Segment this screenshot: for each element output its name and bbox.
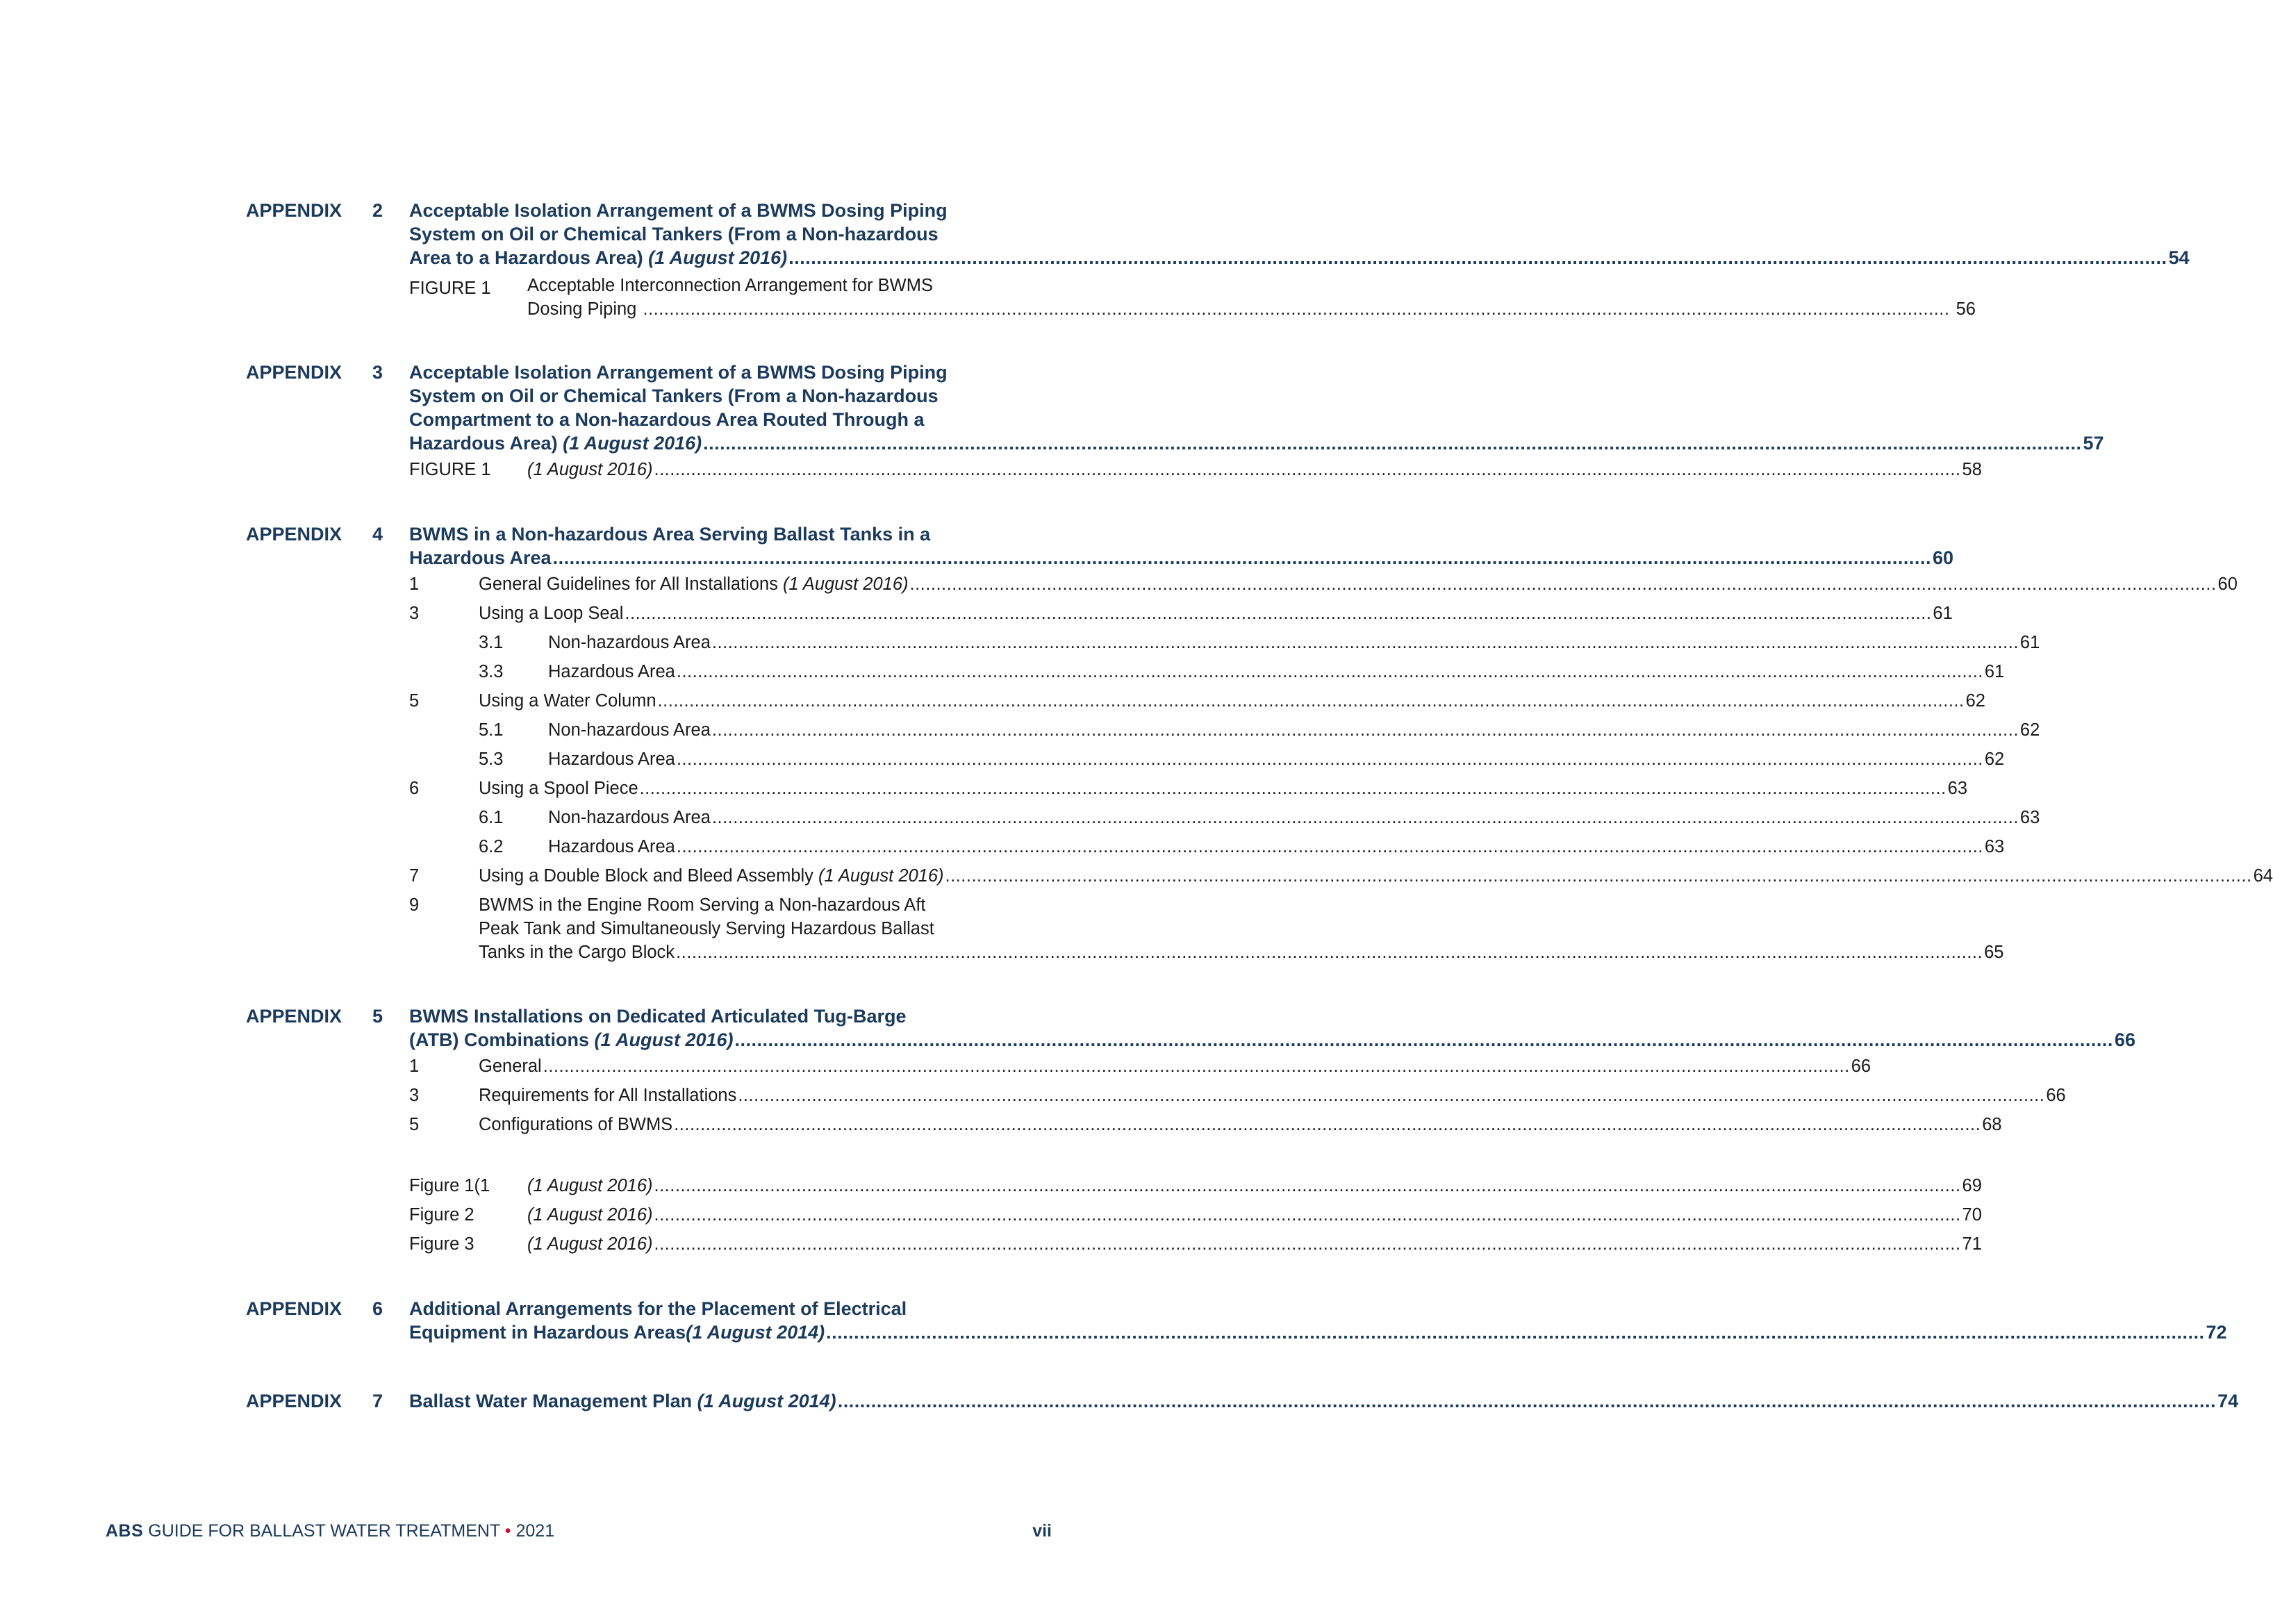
subsection-entry[interactable]: 3.3 Hazardous Area ..... 61 (409, 657, 1052, 686)
page-number: 66 (1851, 1057, 1871, 1076)
section-entry[interactable]: 3 Requirements for All Installations ..... 66 (409, 1081, 1052, 1110)
abs-logo-text: ABS (106, 1521, 144, 1541)
page-number: 70 (1962, 1205, 1982, 1225)
appendix-title[interactable]: BWMS in a Non-hazardous Area Serving Ballast Tanks in a Hazardous Area ..... 60 (409, 522, 1052, 570)
page-number: 57 (2083, 433, 2104, 454)
subsection-entry[interactable]: 3.1 Non-hazardous Area ..... 61 (409, 628, 1052, 657)
appendix-label: APPENDIX (246, 1391, 342, 1411)
page-number: 62 (2019, 720, 2040, 740)
appendix-3 (246, 361, 2104, 484)
appendix-label: APPENDIX (246, 524, 342, 545)
section-entry[interactable]: 7 Using a Double Block and Bleed Assembly (1 August 2016) ..... 64 (409, 861, 1052, 890)
appendix-7 (246, 1389, 2239, 1413)
appendix-label: APPENDIX (246, 1298, 342, 1319)
page-number: 60 (2217, 574, 2238, 594)
page-number: 54 (2168, 247, 2190, 268)
page-number: 66 (2114, 1029, 2135, 1050)
appendix-title[interactable]: Ballast Water Management Plan (1 August 2014) ..... 74 (409, 1389, 1052, 1413)
appendix-6 (246, 1297, 2227, 1344)
appendix-5 (246, 1004, 2135, 1259)
page-number: 69 (1962, 1176, 1982, 1195)
subsection-entry[interactable]: 6.1 Non-hazardous Area ..... 63 (409, 803, 1052, 832)
footer-title: GUIDE FOR BALLAST WATER TREATMENT (148, 1521, 500, 1541)
section-entry[interactable]: 6 Using a Spool Piece ..... 63 (409, 774, 1052, 803)
figure-entry[interactable]: FIGURE 1 Acceptable Interconnection Arrangement for BWMS Dosing Piping ..... 56 (409, 274, 1052, 321)
section-entry[interactable]: 5 Using a Water Column ..... 62 (409, 686, 1052, 715)
appendix-number: 5 (372, 1006, 383, 1027)
figure-entry[interactable]: Figure 3 (1 August 2016) ..... 71 (409, 1229, 1052, 1259)
subsection-entry[interactable]: 6.2 Hazardous Area ..... 63 (409, 832, 1052, 861)
appendix-2 (246, 199, 2190, 321)
page-number: 66 (2046, 1086, 2066, 1105)
page-number: 62 (1984, 749, 2005, 769)
appendix-number: 4 (372, 524, 383, 545)
subsection-entry[interactable]: 5.1 Non-hazardous Area ..... 62 (409, 715, 1052, 745)
footer-page-number: vii (1032, 1521, 1052, 1541)
appendix-number: 2 (372, 200, 383, 221)
appendix-label: APPENDIX (246, 1006, 342, 1027)
appendix-number: 3 (372, 362, 383, 383)
appendix-label: APPENDIX (246, 362, 342, 383)
page-number: 68 (1982, 1115, 2002, 1134)
page-number: 63 (1947, 779, 1968, 798)
page-number: 60 (1932, 547, 1953, 568)
appendix-title[interactable]: Acceptable Isolation Arrangement of a BWMS Dosing Piping System on Oil or Chemical Tankers (From a Non-hazardous Compartment to a Non-hazardous Area Routed Through a Hazardous Area) (1 August 2016) ..... 57 (409, 361, 1052, 455)
section-entry[interactable]: 9 BWMS in the Engine Room Serving a Non-hazardous Aft Peak Tank and Simultaneously Serving Hazardous Ballast Tanks in the Cargo Block ..... 65 (409, 890, 1052, 964)
appendix-title[interactable]: Acceptable Isolation Arrangement of a BWMS Dosing Piping System on Oil or Chemical Tankers (From a Non-hazardous Area to a Hazardous Area) (1 August 2016) ..... 54 (409, 199, 1052, 270)
page-number: 72 (2206, 1322, 2227, 1343)
page-number: 63 (1984, 837, 2005, 856)
page-number: 74 (2217, 1391, 2239, 1411)
page-number: 61 (2019, 633, 2040, 652)
figure-entry[interactable]: FIGURE 1 (1 August 2016) ..... 58 (409, 455, 1052, 484)
page-number: 58 (1962, 460, 1982, 479)
page-number: 63 (2019, 808, 2040, 827)
page-number: 61 (1933, 604, 1953, 623)
footer-year: 2021 (515, 1521, 555, 1541)
appendix-title[interactable]: BWMS Installations on Dedicated Articulated Tug-Barge (ATB) Combinations (1 August 2016) ..... 66 (409, 1004, 1052, 1052)
page-number: 61 (1984, 662, 2005, 681)
section-entry[interactable]: 3 Using a Loop Seal ..... 61 (409, 599, 1052, 628)
page-number: 62 (1965, 691, 1985, 711)
section-entry[interactable]: 1 General Guidelines for All Installations (1 August 2016) ..... 60 (409, 570, 1052, 599)
appendix-title[interactable]: Additional Arrangements for the Placement of Electrical Equipment in Hazardous Areas (1 August 2014) ..... 72 (409, 1297, 1052, 1344)
appendix-number: 6 (372, 1298, 383, 1319)
appendix-label: APPENDIX (246, 200, 342, 221)
page-number: 65 (1984, 943, 2004, 962)
page-footer (106, 1521, 1052, 1541)
page-number: 71 (1962, 1234, 1982, 1254)
page-number: 56 (1956, 299, 1976, 319)
section-entry[interactable]: 5 Configurations of BWMS ..... 68 (409, 1110, 1052, 1139)
figure-entry[interactable]: Figure 1(1 (1 August 2016) ..... 69 (409, 1171, 1052, 1200)
figure-entry[interactable]: Figure 2 (1 August 2016) ..... 70 (409, 1200, 1052, 1229)
subsection-entry[interactable]: 5.3 Hazardous Area ..... 62 (409, 745, 1052, 774)
page-number: 64 (2253, 866, 2273, 886)
appendix-4 (246, 522, 2273, 964)
section-entry[interactable]: 1 General ..... 66 (409, 1052, 1052, 1081)
appendix-number: 7 (372, 1391, 383, 1411)
footer-bullet: • (504, 1521, 511, 1541)
